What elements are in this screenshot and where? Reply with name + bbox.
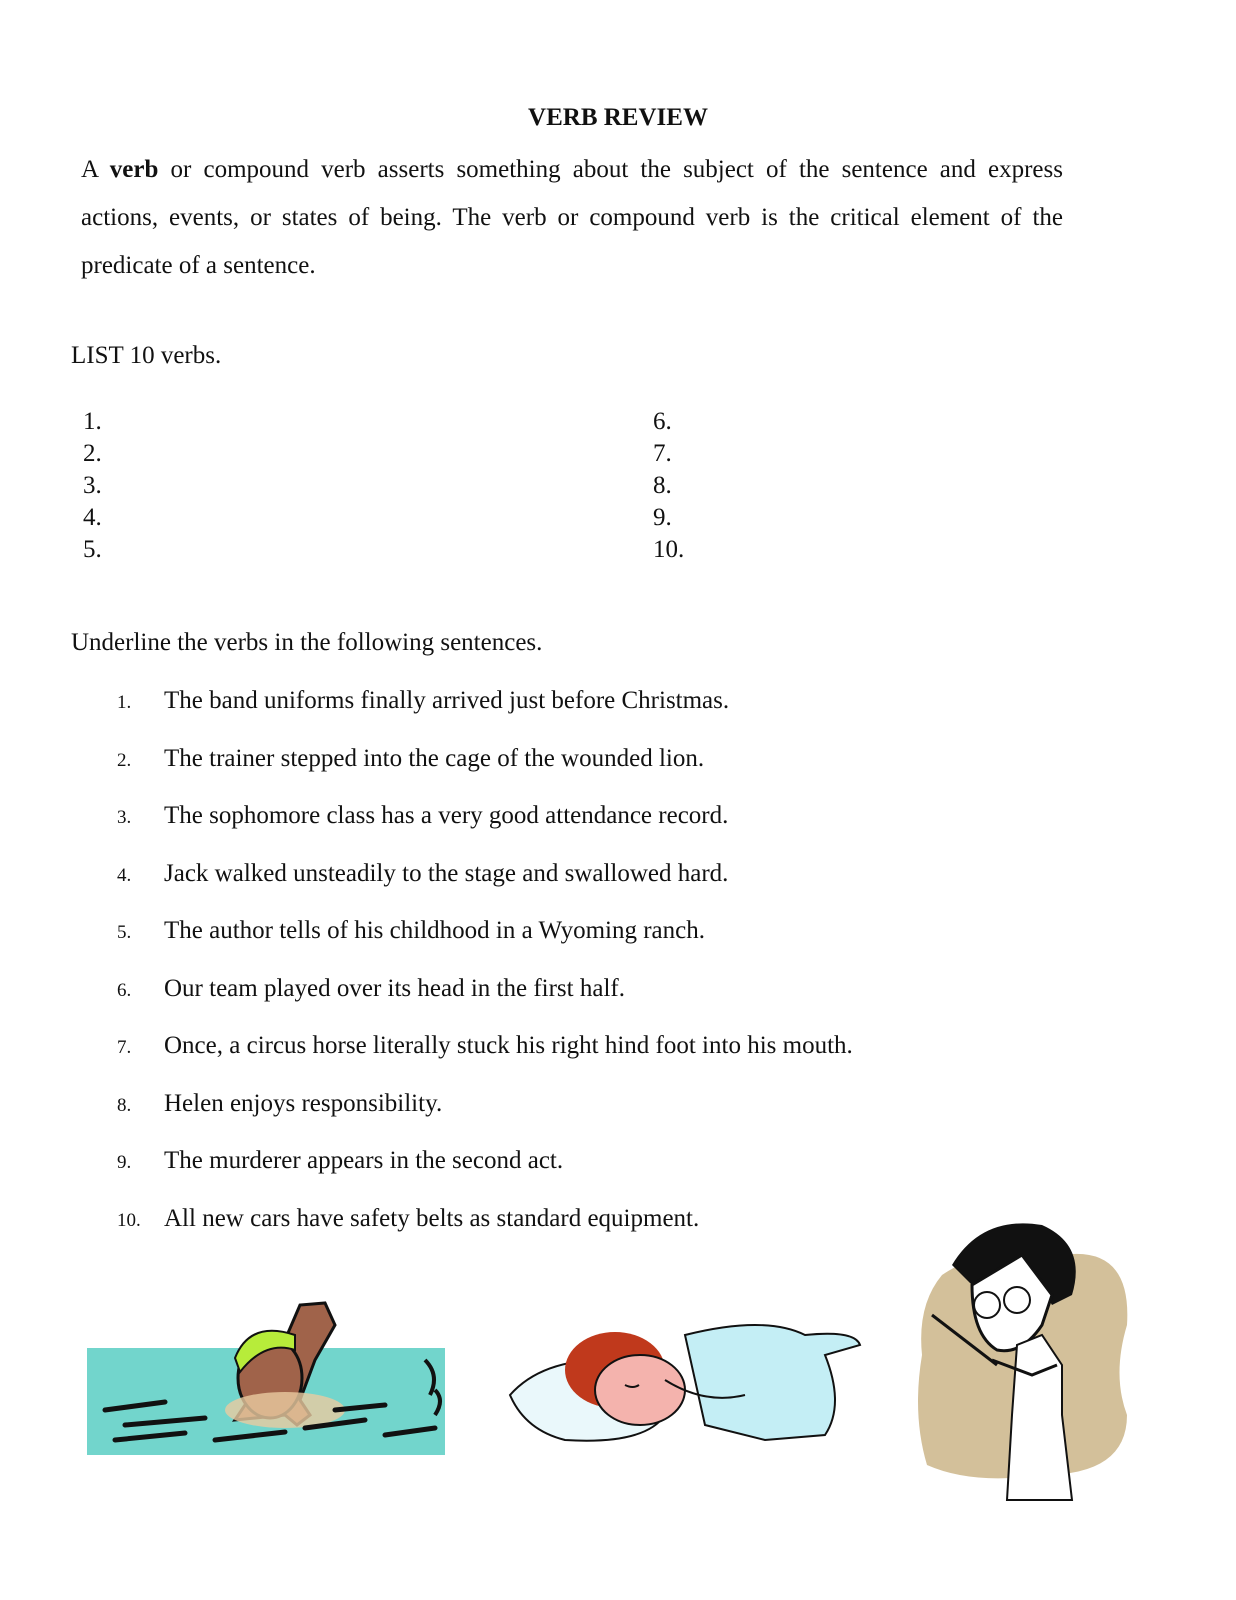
swimmer-illustration xyxy=(85,1300,465,1460)
list-number: 3. xyxy=(83,472,102,499)
sentence-text: The murderer appears in the second act. xyxy=(164,1147,564,1174)
list-heading: LIST 10 verbs. xyxy=(71,342,222,369)
page-title: VERB REVIEW xyxy=(528,104,708,131)
sentence-text: Our team played over its head in the first half. xyxy=(164,975,625,1002)
list-number: 4. xyxy=(83,504,102,531)
underline-heading: Underline the verbs in the following sentences. xyxy=(71,629,543,656)
sentence-number: 10. xyxy=(117,1210,141,1231)
list-number: 5. xyxy=(83,536,102,563)
sentence-text: The author tells of his childhood in a Wyoming ranch. xyxy=(164,917,705,944)
intro-bold-word: verb xyxy=(109,156,159,183)
sentence-text: The trainer stepped into the cage of the wounded lion. xyxy=(164,745,705,772)
sentence-text: All new cars have safety belts as standard equipment. xyxy=(164,1205,700,1232)
list-number: 2. xyxy=(83,440,102,467)
list-column-left xyxy=(83,406,102,566)
sentence-text: Jack walked unsteadily to the stage and swallowed hard. xyxy=(164,860,729,887)
sentence-number: 3. xyxy=(117,807,132,828)
sentence-text: The sophomore class has a very good attendance record. xyxy=(164,802,729,829)
sentence-number: 7. xyxy=(117,1037,132,1058)
intro-rest: or compound verb asserts something about the subject of the sentence and express actions, events, or states of being. The verb or compound verb is the critical element of the predicate of a sentence. xyxy=(81,156,1063,279)
sleeping-person-illustration xyxy=(505,1315,865,1460)
sentence-text: The band uniforms finally arrived just before Christmas. xyxy=(164,687,730,714)
teacher-illustration xyxy=(912,1215,1142,1510)
sentence-text: Helen enjoys responsibility. xyxy=(164,1090,443,1117)
sentence-number: 5. xyxy=(117,922,132,943)
sentence-number: 4. xyxy=(117,865,132,886)
sentence-text: Once, a circus horse literally stuck his right hind foot into his mouth. xyxy=(164,1032,853,1059)
intro-prefix: A xyxy=(81,156,110,183)
intro-paragraph xyxy=(81,146,1063,290)
list-number: 10. xyxy=(653,536,685,563)
sentence-number: 2. xyxy=(117,750,132,771)
list-column-right xyxy=(653,406,684,566)
sentence-number: 1. xyxy=(117,692,132,713)
sentence-number: 8. xyxy=(117,1095,132,1116)
list-number: 7. xyxy=(653,440,672,467)
sentence-number: 9. xyxy=(117,1152,132,1173)
list-number: 1. xyxy=(83,408,102,435)
list-number: 9. xyxy=(653,504,672,531)
sentence-number: 6. xyxy=(117,980,132,1001)
list-number: 8. xyxy=(653,472,672,499)
list-number: 6. xyxy=(653,408,672,435)
